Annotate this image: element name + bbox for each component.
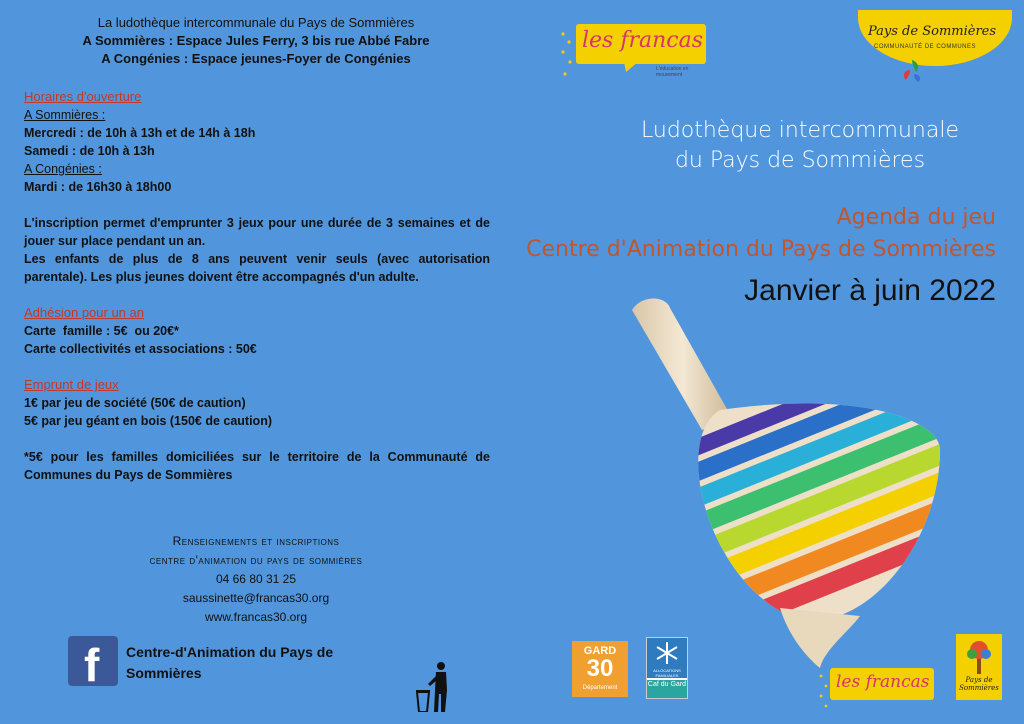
- pays-de-sommieres-tree-logo: [956, 634, 1002, 700]
- gard-logo-line-2: 30: [586, 655, 614, 682]
- contact-phone: 04 66 80 31 25: [215, 572, 297, 586]
- contact-line-1: Renseignements et inscriptions: [172, 534, 340, 548]
- francas-logo: [560, 24, 710, 80]
- gard-logo-line-3: Département: [582, 685, 618, 691]
- spinning-top-image: [610, 290, 970, 670]
- agenda-line-2: Centre d'Animation du Pays de Sommières: [526, 237, 996, 262]
- info-body: [24, 88, 490, 484]
- hours-loc2: A Congénies :: [24, 162, 102, 176]
- francas-tagline: L'éducation en mouvement: [656, 66, 689, 78]
- sommieres-logo-text: Pays de Sommières: [868, 24, 997, 39]
- caf-logo-line-1: ALLOCATIONS FAMILIALES: [653, 668, 681, 678]
- adhesion-line-1: Carte famille : 5€ ou 20€*: [24, 324, 179, 338]
- header-line-2: A Sommières : Espace Jules Ferry, 3 bis rue Abbé Fabre: [82, 33, 430, 48]
- info-paragraph-1: L'inscription permet d'emprunter 3 jeux pour une durée de 3 semaines et de jouer sur place pendant un an.: [24, 216, 490, 248]
- header-line-1: La ludothèque intercommunale du Pays de Sommières: [97, 15, 415, 30]
- contact-email[interactable]: saussinette@francas30.org: [182, 591, 330, 605]
- sommieres-logo-subtitle: COMMUNAUTÉ DE COMMUNES: [874, 44, 976, 50]
- hours-loc1-line1: Mercredi : de 10h à 13h et de 14h à 18h: [24, 126, 256, 140]
- hours-title: Horaires d'ouverture: [24, 89, 142, 104]
- snowflake-icon: [647, 638, 687, 668]
- date-range: Janvier à juin 2022: [744, 274, 996, 307]
- hours-loc2-line1: Mardi : de 16h30 à 18h00: [24, 180, 172, 194]
- ludotheque-title-line-2: du Pays de Sommières: [674, 148, 926, 173]
- gard-logo-line-1: GARD: [583, 645, 617, 657]
- hours-loc1-line2: Samedi : de 10h à 13h: [24, 144, 155, 158]
- agenda-title: [512, 202, 996, 266]
- facebook-page-name[interactable]: [126, 642, 333, 684]
- contact-web[interactable]: www.francas30.org: [204, 610, 308, 624]
- leaf-icon: [902, 58, 924, 84]
- pays-de-sommieres-logo: [858, 10, 1012, 86]
- francas-footer-text: les francas: [836, 672, 930, 692]
- ludotheque-title: [580, 116, 1020, 176]
- address-header: [0, 14, 512, 68]
- dots-decoration-icon: [818, 672, 830, 712]
- francas-logo-footer: [818, 664, 938, 714]
- adhesion-line-2: Carte collectivités et associations : 50€: [24, 342, 257, 356]
- contact-line-2: centre d'animation du pays de sommières: [149, 553, 363, 567]
- hours-loc1: A Sommières :: [24, 108, 106, 122]
- caf-logo-line-2: Caf du Gard: [647, 680, 687, 698]
- francas-logo-text: les francas: [582, 28, 704, 53]
- header-line-3: A Congénies : Espace jeunes-Foyer de Congénies: [101, 51, 411, 66]
- emprunt-line-1: 1€ par jeu de société (50€ de caution): [24, 396, 246, 410]
- adhesion-title: Adhésion pour un an: [24, 305, 144, 320]
- tree-icon: [964, 638, 994, 676]
- facebook-icon[interactable]: [68, 636, 118, 691]
- agenda-line-1: Agenda du jeu: [836, 205, 996, 230]
- ludotheque-title-line-1: Ludothèque intercommunale: [641, 118, 959, 143]
- emprunt-line-2: 5€ par jeu géant en bois (150€ de caution): [24, 414, 272, 428]
- trash-recycle-icon: [414, 660, 454, 712]
- facebook-glyph: f: [84, 639, 100, 691]
- footnote: *5€ pour les familles domiciliées sur le territoire de la Communauté de Communes du Pays de Sommières: [24, 450, 490, 482]
- contact-block: [0, 532, 512, 627]
- emprunt-title: Emprunt de jeux: [24, 377, 119, 392]
- caf-logo: [646, 637, 688, 699]
- gard-logo: [572, 641, 628, 697]
- sommieres-tree-logo-text: Pays de Sommières: [959, 676, 999, 692]
- info-paragraph-2: Les enfants de plus de 8 ans peuvent venir seuls (avec autorisation parentale). Les plus jeunes doivent être accompagnés d'un adulte.: [24, 252, 490, 284]
- facebook-line-2: Sommières: [126, 665, 202, 681]
- facebook-line-1: Centre-d'Animation du Pays de: [126, 644, 334, 660]
- dots-decoration-icon: [560, 30, 574, 80]
